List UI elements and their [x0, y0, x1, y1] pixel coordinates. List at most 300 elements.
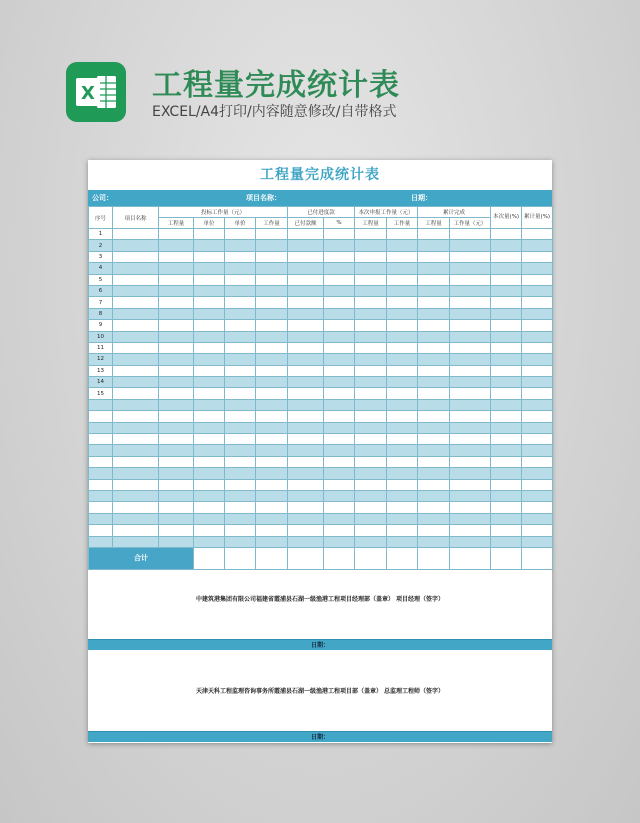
table-cell — [194, 263, 225, 274]
total-cell — [450, 547, 491, 569]
table-cell — [256, 502, 288, 513]
table-cell — [194, 525, 225, 536]
table-cell — [324, 411, 355, 422]
table-cell — [491, 445, 522, 456]
table-cell — [225, 411, 256, 422]
table-cell — [113, 490, 159, 501]
table-row — [89, 513, 553, 524]
table-cell — [387, 490, 418, 501]
table-cell — [491, 342, 522, 353]
table-cell — [355, 308, 387, 319]
table-cell — [355, 422, 387, 433]
table-cell — [324, 297, 355, 308]
table-cell — [355, 229, 387, 240]
total-cell — [387, 547, 418, 569]
table-cell — [194, 434, 225, 445]
table-row — [89, 354, 553, 365]
table-cell — [522, 445, 553, 456]
table-cell — [194, 502, 225, 513]
table-cell — [256, 456, 288, 467]
table-cell — [288, 434, 324, 445]
table-cell — [491, 422, 522, 433]
subheader-cell: 工程量 — [159, 218, 194, 229]
table-cell — [194, 468, 225, 479]
table-cell — [113, 399, 159, 410]
table-cell — [387, 411, 418, 422]
table-cell — [288, 342, 324, 353]
table-row — [89, 479, 553, 490]
table-cell — [113, 229, 159, 240]
table-cell — [418, 445, 450, 456]
table-cell — [355, 434, 387, 445]
contractor-date-bar: 日期： — [88, 639, 552, 650]
table-cell — [113, 445, 159, 456]
table-cell — [491, 308, 522, 319]
table-cell — [522, 399, 553, 410]
table-cell — [324, 240, 355, 251]
table-cell — [387, 263, 418, 274]
table-cell — [418, 456, 450, 467]
table-cell — [387, 240, 418, 251]
table-cell — [355, 354, 387, 365]
table-cell — [355, 388, 387, 399]
table-cell — [491, 388, 522, 399]
table-cell — [522, 354, 553, 365]
table-cell — [387, 525, 418, 536]
table-cell — [194, 308, 225, 319]
table-cell — [522, 365, 553, 376]
table-row — [89, 536, 553, 547]
table-cell — [387, 308, 418, 319]
table-cell — [288, 285, 324, 296]
subheader-cell: 工程量 — [355, 218, 387, 229]
table-cell — [324, 536, 355, 547]
table-cell — [225, 365, 256, 376]
table-subheader-row — [89, 218, 553, 229]
table-cell — [159, 297, 194, 308]
table-cell — [288, 399, 324, 410]
table-cell — [522, 331, 553, 342]
table-cell — [225, 263, 256, 274]
total-cell — [194, 547, 225, 569]
row-number-cell — [89, 479, 113, 490]
table-cell — [194, 274, 225, 285]
table-cell — [491, 274, 522, 285]
table-cell — [387, 274, 418, 285]
table-cell — [355, 536, 387, 547]
table-cell — [288, 411, 324, 422]
table-cell — [288, 479, 324, 490]
table-cell — [194, 490, 225, 501]
table-cell — [288, 331, 324, 342]
table-cell — [450, 377, 491, 388]
table-cell — [450, 479, 491, 490]
table-cell — [418, 263, 450, 274]
subheader-cell: 工作量 — [256, 218, 288, 229]
table-cell — [256, 263, 288, 274]
supervisor-signature-line: 天津天科工程监理咨询事务所霞浦县石湖一级渔港工程项目部（盖章） 总监理工程师（签字） — [195, 688, 445, 695]
table-row — [89, 434, 553, 445]
row-number-cell: 5 — [89, 274, 113, 285]
table-cell — [113, 434, 159, 445]
table-row — [89, 308, 553, 319]
table-cell — [225, 513, 256, 524]
table-cell — [387, 388, 418, 399]
table-cell — [113, 513, 159, 524]
table-cell — [194, 479, 225, 490]
table-cell — [450, 320, 491, 331]
table-row — [89, 285, 553, 296]
table-cell — [159, 285, 194, 296]
row-number-cell: 7 — [89, 297, 113, 308]
row-number-cell: 10 — [89, 331, 113, 342]
table-cell — [225, 331, 256, 342]
row-number-cell: 11 — [89, 342, 113, 353]
table-row — [89, 365, 553, 376]
table-cell — [225, 229, 256, 240]
table-cell — [324, 320, 355, 331]
table-cell — [194, 240, 225, 251]
total-cell — [522, 547, 553, 569]
table-cell — [194, 388, 225, 399]
table-cell — [387, 536, 418, 547]
table-cell — [450, 502, 491, 513]
contractor-signature-line: 中建筑港集团有限公司福建省霞浦县石湖一级渔港工程项目经理部（盖章） 项目经理（签字） — [195, 596, 445, 603]
table-row — [89, 411, 553, 422]
table-cell — [450, 342, 491, 353]
table-cell — [225, 240, 256, 251]
table-cell — [522, 229, 553, 240]
table-cell — [324, 229, 355, 240]
table-cell — [355, 399, 387, 410]
table-cell — [225, 388, 256, 399]
table-cell — [355, 274, 387, 285]
table-row — [89, 297, 553, 308]
table-cell — [288, 536, 324, 547]
table-row — [89, 445, 553, 456]
table-cell — [288, 274, 324, 285]
table-row — [89, 422, 553, 433]
table-cell — [256, 490, 288, 501]
table-cell — [324, 354, 355, 365]
table-cell — [355, 479, 387, 490]
table-cell — [491, 377, 522, 388]
table-cell — [324, 434, 355, 445]
total-cell — [324, 547, 355, 569]
table-cell — [324, 285, 355, 296]
table-cell — [418, 342, 450, 353]
table-cell — [387, 479, 418, 490]
table-cell — [256, 536, 288, 547]
total-cell — [355, 547, 387, 569]
table-cell — [491, 263, 522, 274]
row-number-cell: 15 — [89, 388, 113, 399]
table-cell — [288, 229, 324, 240]
table-cell — [288, 525, 324, 536]
table-cell — [159, 308, 194, 319]
table-cell — [450, 354, 491, 365]
table-cell — [522, 251, 553, 262]
table-cell — [387, 434, 418, 445]
table-cell — [288, 365, 324, 376]
page-title: 工程量完成统计表 — [152, 68, 400, 103]
table-cell — [159, 513, 194, 524]
total-row — [89, 547, 553, 569]
table-cell — [225, 308, 256, 319]
table-cell — [355, 377, 387, 388]
table-cell — [491, 365, 522, 376]
table-cell — [355, 342, 387, 353]
row-number-cell: 3 — [89, 251, 113, 262]
table-cell — [256, 377, 288, 388]
table-cell — [113, 320, 159, 331]
table-cell — [113, 342, 159, 353]
table-cell — [355, 525, 387, 536]
table-cell — [522, 513, 553, 524]
header-cell: 项目名称 — [113, 207, 159, 229]
table-cell — [491, 354, 522, 365]
table-cell — [194, 445, 225, 456]
table-cell — [387, 320, 418, 331]
table-cell — [288, 456, 324, 467]
row-number-cell: 13 — [89, 365, 113, 376]
table-cell — [159, 342, 194, 353]
table-cell — [159, 388, 194, 399]
table-cell — [450, 240, 491, 251]
table-cell — [324, 456, 355, 467]
table-cell — [324, 422, 355, 433]
table-cell — [288, 468, 324, 479]
table-cell — [450, 285, 491, 296]
row-number-cell — [89, 456, 113, 467]
table-cell — [418, 525, 450, 536]
table-cell — [450, 331, 491, 342]
table-cell — [450, 308, 491, 319]
table-cell — [113, 285, 159, 296]
table-cell — [450, 274, 491, 285]
table-cell — [194, 365, 225, 376]
table-cell — [522, 536, 553, 547]
table-cell — [387, 285, 418, 296]
table-cell — [450, 536, 491, 547]
table-cell — [113, 377, 159, 388]
table-cell — [522, 422, 553, 433]
table-row — [89, 263, 553, 274]
row-number-cell — [89, 411, 113, 422]
table-cell — [387, 354, 418, 365]
table-cell — [194, 411, 225, 422]
table-cell — [418, 308, 450, 319]
table-cell — [194, 513, 225, 524]
table-cell — [159, 411, 194, 422]
table-cell — [418, 411, 450, 422]
table-row — [89, 456, 553, 467]
table-cell — [194, 342, 225, 353]
table-cell — [113, 456, 159, 467]
table-cell — [113, 240, 159, 251]
table-row — [89, 251, 553, 262]
table-cell — [522, 479, 553, 490]
table-cell — [387, 422, 418, 433]
table-cell — [355, 411, 387, 422]
table-cell — [450, 434, 491, 445]
excel-logo-letter: X — [81, 83, 95, 104]
table-cell — [450, 365, 491, 376]
table-cell — [256, 445, 288, 456]
table-cell — [355, 320, 387, 331]
table-cell — [324, 251, 355, 262]
table-cell — [113, 388, 159, 399]
table-cell — [256, 399, 288, 410]
table-cell — [256, 308, 288, 319]
row-number-cell — [89, 536, 113, 547]
table-cell — [418, 354, 450, 365]
row-number-cell: 1 — [89, 229, 113, 240]
table-cell — [113, 354, 159, 365]
table-cell — [418, 388, 450, 399]
table-cell — [387, 251, 418, 262]
table-row — [89, 331, 553, 342]
table-cell — [225, 297, 256, 308]
table-cell — [491, 502, 522, 513]
table-cell — [159, 229, 194, 240]
table-cell — [159, 251, 194, 262]
table-cell — [225, 479, 256, 490]
table-cell — [113, 422, 159, 433]
subheader-cell: 单价 — [225, 218, 256, 229]
table-cell — [355, 251, 387, 262]
table-cell — [522, 434, 553, 445]
table-cell — [256, 320, 288, 331]
table-cell — [288, 490, 324, 501]
table-cell — [159, 525, 194, 536]
table-cell — [324, 365, 355, 376]
table-header-row — [89, 207, 553, 218]
table-row — [89, 229, 553, 240]
table-cell — [387, 502, 418, 513]
table-cell — [355, 240, 387, 251]
header-cell: 累计量(%) — [522, 207, 553, 229]
table-cell — [387, 468, 418, 479]
table-cell — [256, 513, 288, 524]
row-number-cell: 2 — [89, 240, 113, 251]
table-cell — [225, 274, 256, 285]
table-cell — [355, 285, 387, 296]
table-row — [89, 342, 553, 353]
table-cell — [159, 479, 194, 490]
table-cell — [113, 536, 159, 547]
table-cell — [491, 536, 522, 547]
table-cell — [113, 263, 159, 274]
row-number-cell — [89, 490, 113, 501]
table-cell — [450, 229, 491, 240]
table-cell — [256, 342, 288, 353]
table-row — [89, 240, 553, 251]
table-cell — [491, 456, 522, 467]
table-cell — [288, 251, 324, 262]
table-cell — [418, 240, 450, 251]
table-cell — [522, 285, 553, 296]
table-cell — [256, 388, 288, 399]
table-row — [89, 320, 553, 331]
table-cell — [491, 468, 522, 479]
table-cell — [225, 456, 256, 467]
excel-icon — [66, 62, 126, 122]
row-number-cell: 6 — [89, 285, 113, 296]
table-cell — [256, 434, 288, 445]
table-cell — [194, 297, 225, 308]
table-cell — [194, 331, 225, 342]
table-cell — [324, 331, 355, 342]
table-cell — [159, 240, 194, 251]
table-cell — [450, 513, 491, 524]
row-number-cell: 4 — [89, 263, 113, 274]
table-cell — [522, 502, 553, 513]
table-cell — [288, 354, 324, 365]
row-number-cell: 12 — [89, 354, 113, 365]
subheader-cell: 单位 — [194, 218, 225, 229]
table-cell — [225, 422, 256, 433]
table-cell — [288, 502, 324, 513]
table-cell — [159, 331, 194, 342]
table-cell — [418, 377, 450, 388]
table-cell — [194, 456, 225, 467]
table-cell — [387, 456, 418, 467]
table-cell — [418, 513, 450, 524]
table-cell — [225, 285, 256, 296]
table-cell — [387, 445, 418, 456]
table-cell — [256, 240, 288, 251]
table-cell — [288, 297, 324, 308]
table-cell — [256, 479, 288, 490]
table-cell — [450, 468, 491, 479]
subheader-cell: 已付款额 — [288, 218, 324, 229]
header-cell: 累计完成 — [418, 207, 491, 218]
row-number-cell — [89, 399, 113, 410]
table-cell — [418, 331, 450, 342]
table-cell — [159, 456, 194, 467]
table-cell — [450, 411, 491, 422]
table-cell — [256, 229, 288, 240]
table-cell — [355, 445, 387, 456]
table-cell — [450, 388, 491, 399]
table-row — [89, 377, 553, 388]
table-cell — [256, 285, 288, 296]
company-label: 公司： — [92, 194, 113, 202]
table-cell — [491, 434, 522, 445]
table-cell — [256, 331, 288, 342]
table-cell — [418, 536, 450, 547]
table-cell — [355, 263, 387, 274]
table-cell — [225, 502, 256, 513]
info-bar — [88, 190, 552, 206]
table-cell — [387, 365, 418, 376]
table-cell — [324, 274, 355, 285]
table-cell — [522, 456, 553, 467]
table-cell — [522, 377, 553, 388]
table-cell — [159, 377, 194, 388]
table-cell — [324, 308, 355, 319]
table-cell — [450, 445, 491, 456]
table-cell — [522, 490, 553, 501]
page-subtitle: EXCEL/A4打印/内容随意修改/自带格式 — [152, 104, 397, 120]
table-cell — [522, 240, 553, 251]
table-cell — [324, 263, 355, 274]
table-cell — [522, 342, 553, 353]
table-cell — [159, 490, 194, 501]
table-cell — [159, 354, 194, 365]
table-cell — [355, 365, 387, 376]
